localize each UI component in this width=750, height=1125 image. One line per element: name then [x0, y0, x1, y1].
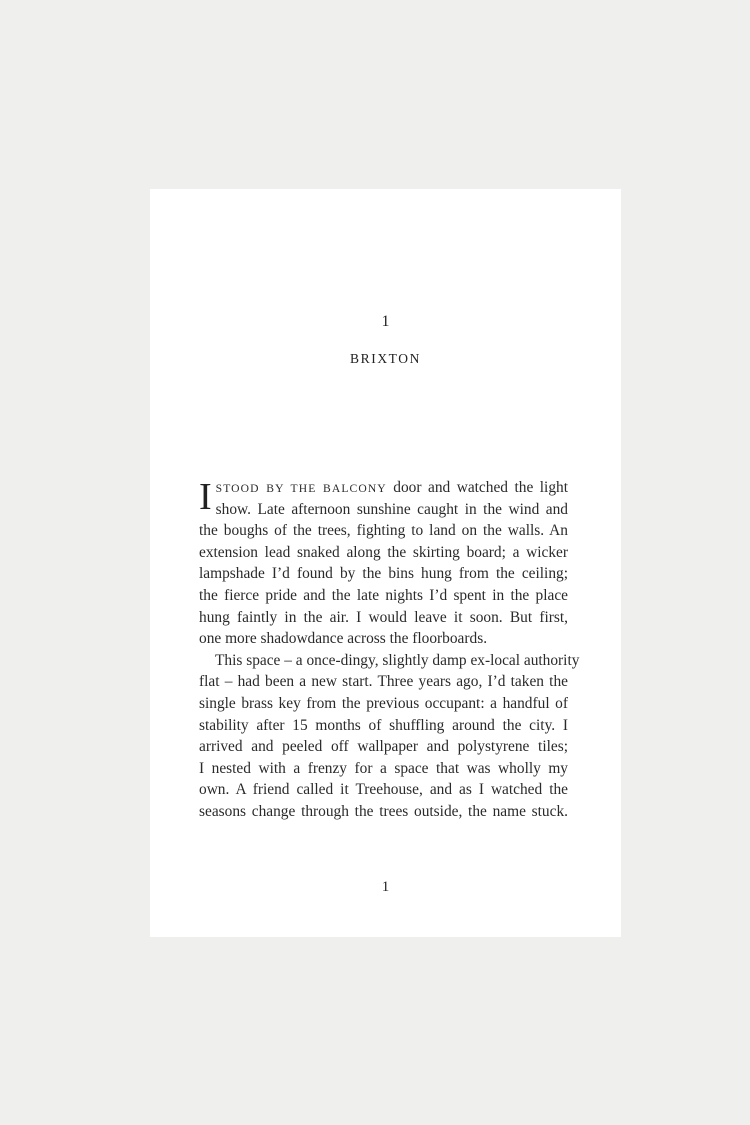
text-line: the fierce pride and the late nights I’d spent in the place	[199, 586, 568, 604]
text-line: show. Late afternoon sunshine caught in the wind and	[215, 500, 568, 518]
page-number: 1	[381, 879, 390, 895]
text-line: lampshade I’d found by the bins hung from the ceiling;	[199, 565, 568, 583]
paragraph-1	[199, 477, 568, 650]
text-line: flat – had been a new start. Three years ago, I’d taken the	[199, 673, 568, 691]
text-line: single brass key from the previous occupant: a handful of	[199, 694, 568, 712]
line-text: door and watched the light	[386, 479, 568, 496]
text-line: the boughs of the trees, fighting to land on the walls. An	[199, 522, 568, 540]
text-line: I nested with a frenzy for a space that was wholly my	[199, 759, 568, 777]
text-line: extension lead snaked along the skirting board; a wicker	[199, 543, 568, 561]
text-line: stability after 15 months of shuffling around the city. I	[199, 716, 568, 734]
paragraph-2	[199, 650, 580, 823]
smallcaps-opening: STOOD BY THE BALCONY	[215, 482, 387, 495]
text-line: own. A friend called it Treehouse, and as I watched the	[199, 781, 568, 799]
text-line	[199, 477, 568, 499]
text-line: seasons change through the trees outside, the name stuck.	[199, 802, 568, 820]
text-line: hung faintly in the air. I would leave it soon. But first,	[199, 608, 568, 626]
chapter-number: 1	[381, 313, 390, 330]
text-line: This space – a once-dingy, slightly damp ex-local authority	[215, 651, 580, 669]
book-page	[150, 189, 621, 937]
drop-cap: I	[199, 476, 212, 518]
text-line: arrived and peeled off wallpaper and polystyrene tiles;	[199, 738, 568, 756]
chapter-title: BRIXTON	[350, 351, 421, 366]
chapter-body	[199, 476, 580, 823]
text-line: one more shadowdance across the floorboards.	[199, 630, 488, 648]
